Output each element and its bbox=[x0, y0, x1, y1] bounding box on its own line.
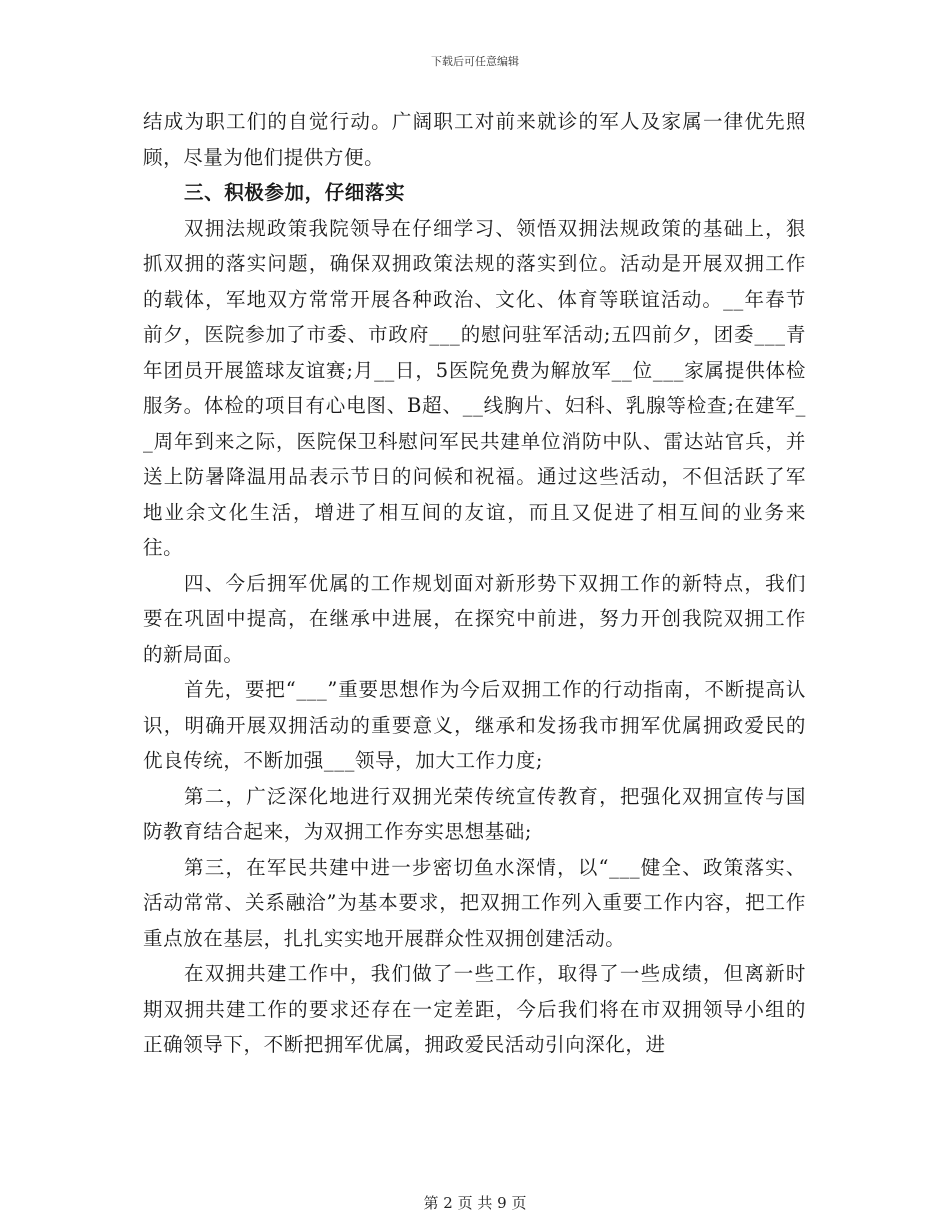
paragraph-5: 首先，要把“___”重要思想作为今后双拥工作的行动指南，不断提高认识，明确开展双拥活动的重要意义，继承和发扬我市拥军优属拥政爱民的优良传统，不断加强___领导，加大工作力度; bbox=[143, 678, 806, 772]
paragraph-4: 四、今后拥军优属的工作规划面对新形势下双拥工作的新特点，我们要在巩固中提高，在继承中进展，在探究中前进，努力开创我院双拥工作的新局面。 bbox=[143, 571, 806, 666]
document-body bbox=[143, 104, 806, 1063]
paragraph-3: 双拥法规政策我院领导在仔细学习、领悟双拥法规政策的基础上，狠抓双拥的落实问题，确保双拥政策法规的落实到位。活动是开展双拥工作的载体，军地双方常常开展各种政治、文化、体育等联谊活动。__年春节前夕，医院参加了市委、市政府___的慰问驻军活动;五四前夕，团委___青年团员开展篮球友谊赛;月__日，5医院免费为解放军__位___家属提供体检服务。体检的项目有心电图、B超、__线胸片、妇科、乳腺等检查;在建军__周年到来之际，医院保卫科慰问军民共建单位消防中队、雷达站官兵，并送上防暑降温用品表示节日的问候和祝福。通过这些活动，不但活跃了军地业余文化生活，增进了相互间的友谊，而且又促进了相互间的业务来往。 bbox=[143, 216, 806, 559]
paragraph-1: 结成为职工们的自觉行动。广阔职工对前来就诊的军人及家属一律优先照顾，尽量为他们提供方便。 bbox=[143, 110, 806, 169]
paragraph-6: 第二，广泛深化地进行双拥光荣传统宣传教育，把强化双拥宣传与国防教育结合起来，为双拥工作夯实思想基础; bbox=[143, 784, 806, 843]
page-number-footer: 第 2 页 共 9 页 bbox=[423, 1194, 527, 1212]
paragraph-7: 第三，在军民共建中进一步密切鱼水深情，以“___健全、政策落实、活动常常、关系融洽”为基本要求，把双拥工作列入重要工作内容，把工作重点放在基层，扎扎实实地开展群众性双拥创建活动。 bbox=[143, 855, 806, 950]
section-heading-3: 三、积极参加，仔细落实 bbox=[184, 181, 406, 204]
paragraph-8: 在双拥共建工作中，我们做了一些工作，取得了一些成绩，但离新时期双拥共建工作的要求还存在一定差距，今后我们将在市双拥领导小组的正确领导下，不断把拥军优属，拥政爱民活动引向深化，进 bbox=[143, 962, 806, 1056]
page-header-note: 下载后可任意编辑 bbox=[431, 55, 519, 68]
